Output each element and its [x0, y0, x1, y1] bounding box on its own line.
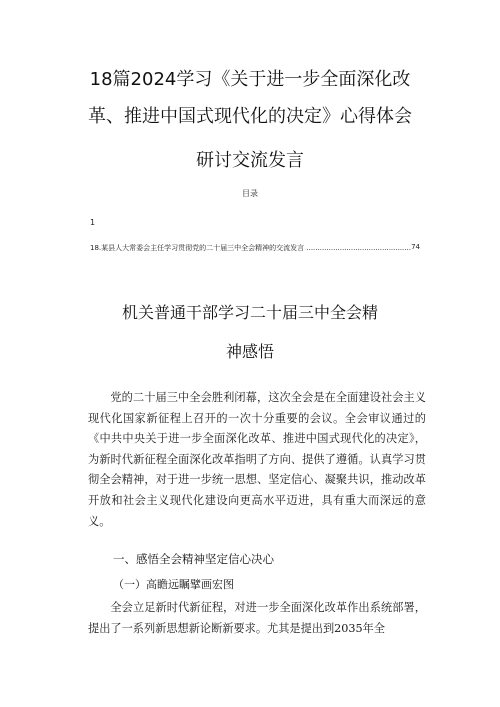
article-paragraph-2: 全会立足新时代新征程，对进一步全面深化改革作出系统部署，提出了一系列新思想新论断新要求。尤其是提出到2035年全 — [88, 601, 426, 635]
article-title-line-1: 机关普通干部学习二十届三中全会精 — [121, 303, 378, 322]
document-title-line-2: 革、推进中国式现代化的决定》心得体会 — [88, 106, 412, 127]
toc-entry-page: 74 — [411, 243, 420, 251]
document-title-line-3: 研讨交流发言 — [196, 150, 304, 171]
toc-entry[interactable] — [90, 243, 420, 253]
article-paragraph-1: 党的二十届三中全会胜利闭幕，这次全会是在全面建设社会主义现代化国家新征程上召开的一次十分重要的会议。全会审议通过的《中共中央关于进一步全面深化改革、推进中国式现代化的决定》，为新时代新征程全面深化改革指明了方向、提供了遵循。认真学习贯彻全会精神，对于进一步统一思想、坚定信心、凝聚共识，推动改革开放和社会主义现代化建设向更高水平迈进，具有重大而深远的意义。 — [88, 391, 426, 528]
subsection-heading-1: （一）高瞻远瞩擘画宏图 — [113, 578, 234, 591]
toc-entry-text: 18.某县人大常委会主任学习贯彻党的二十届三中全会精神的交流发言 ..... — [90, 243, 411, 253]
document-title-line-1: 18篇2024学习《关于进一步全面深化改 — [89, 69, 411, 90]
article-title-line-2: 神感悟 — [225, 342, 274, 361]
toc-number: 1 — [90, 218, 96, 227]
section-heading-1: 一、感悟全会精神坚定信心决心 — [113, 552, 274, 566]
toc-heading: 目录 — [242, 189, 258, 198]
